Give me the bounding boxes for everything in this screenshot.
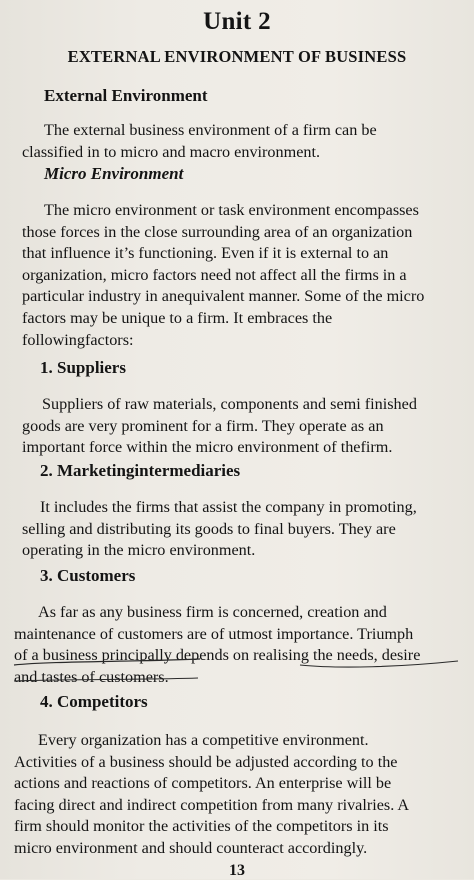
text-line: firm should monitor the activities of the competitors in its — [14, 817, 389, 836]
text-line: Suppliers of raw materials, components and semi finished — [42, 395, 417, 413]
factor-heading-suppliers: 1. Suppliers — [40, 358, 126, 377]
subsection-heading: Micro Environment — [44, 164, 184, 183]
factor-heading-intermediaries: 2. Marketingintermediaries — [40, 461, 241, 480]
text-line: operating in the micro environment. — [22, 541, 256, 560]
unit-title: Unit 2 — [203, 8, 271, 35]
text-line: The external business environment of a firm can be — [44, 121, 377, 139]
text-line: It includes the firms that assist the company in promoting, — [40, 498, 417, 516]
pen-underline-mark — [260, 643, 460, 673]
factor-heading-competitors: 4. Competitors — [40, 692, 148, 711]
section-heading: External Environment — [44, 86, 208, 105]
chapter-title: EXTERNAL ENVIRONMENT OF BUSINESS — [67, 47, 407, 66]
text-line: important force within the micro environment of thefirm. — [22, 438, 393, 457]
page-number: 13 — [229, 862, 245, 879]
text-line: The micro environment or task environment encompasses — [44, 201, 419, 219]
text-line: micro environment and should counteract accordingly. — [14, 838, 368, 857]
text-line: maintenance of customers are of utmost importance. Triumph — [14, 624, 414, 643]
text-line: and tastes of customers. — [14, 667, 169, 686]
text-line: Every organization has a competitive environment. — [38, 731, 369, 749]
intermediaries-paragraph — [22, 497, 462, 562]
text-line: Activities of a business should be adjusted according to the — [14, 752, 398, 771]
intro-paragraph — [22, 120, 452, 163]
text-line: followingfactors: — [22, 330, 134, 349]
text-line: selling and distributing its goods to final buyers. They are — [22, 519, 396, 538]
suppliers-paragraph — [22, 394, 462, 459]
text-line: those forces in the close surrounding area of an organization — [22, 222, 413, 241]
micro-paragraph — [22, 200, 462, 351]
text-line: particular industry in anequivalent manner. Some of the micro — [22, 287, 425, 306]
factor-heading-customers: 3. Customers — [40, 566, 136, 585]
text-line: of a business principally depends on realising the needs, desire — [14, 646, 421, 665]
text-line: facing direct and indirect competition from many rivalries. A — [14, 795, 410, 814]
text-line: actions and reactions of competitors. An enterprise will be — [14, 774, 392, 793]
text-line: that influence it’s functioning. Even if it is external to an — [22, 244, 389, 263]
text-line: classified in to micro and macro environment. — [22, 142, 321, 161]
text-line: factors may be unique to a firm. It embraces the — [22, 308, 333, 327]
text-line: organization, micro factors need not affect all the firms in a — [22, 265, 407, 284]
competitors-paragraph — [14, 730, 460, 860]
text-line: As far as any business firm is concerned, creation and — [38, 603, 387, 621]
text-line: goods are very prominent for a firm. They operate as an — [22, 416, 384, 435]
